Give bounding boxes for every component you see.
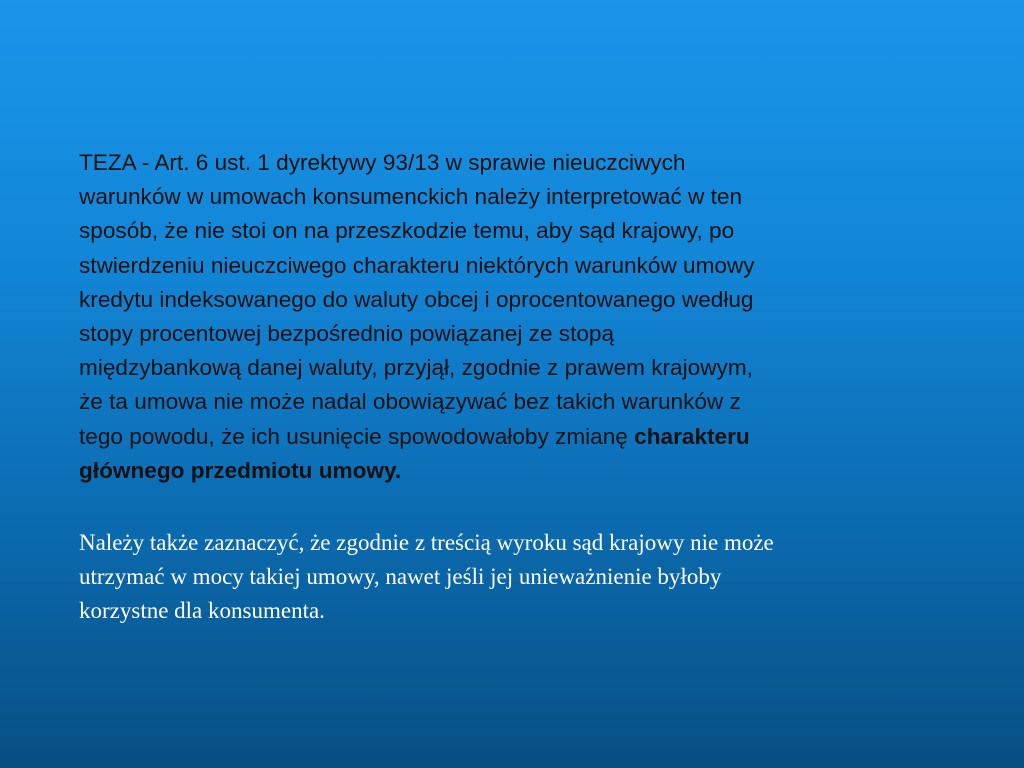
- thesis-line-7: międzybankową danej waluty, przyjął, zgodnie z prawem krajowym,: [79, 355, 753, 381]
- thesis-paragraph: [79, 146, 959, 488]
- thesis-line-10-emphasis: głównego przedmiotu umowy.: [79, 457, 402, 483]
- thesis-line-1: TEZA - Art. 6 ust. 1 dyrektywy 93/13 w sprawie nieuczciwych: [79, 150, 686, 175]
- note-line-2: utrzymać w mocy takiej umowy, nawet jeśli jej unieważnienie byłoby: [79, 564, 722, 589]
- thesis-line-9-text: tego powodu, że ich usunięcie spowodowałoby zmianę: [79, 423, 635, 449]
- thesis-line-9: [79, 420, 959, 454]
- thesis-line-3: sposób, że nie stoi on na przeszkodzie temu, aby sąd krajowy, po: [79, 218, 735, 244]
- thesis-line-5: kredytu indeksowanego do waluty obcej i oprocentowanego według: [79, 286, 754, 312]
- note-line-3: korzystne dla konsumenta.: [79, 598, 325, 623]
- thesis-line-8: że ta umowa nie może nadal obowiązywać bez takich warunków z: [79, 389, 741, 415]
- thesis-line-9-emphasis: charakteru: [634, 423, 750, 449]
- note-line-1: Należy także zaznaczyć, że zgodnie z treścią wyroku sąd krajowy nie może: [79, 530, 774, 555]
- thesis-line-2: warunków w umowach konsumenckich należy interpretować w ten: [79, 184, 743, 210]
- note-paragraph: [79, 526, 979, 628]
- thesis-line-6: stopy procentowej bezpośrednio powiązanej ze stopą: [79, 321, 615, 347]
- thesis-line-4: stwierdzeniu nieuczciwego charakteru niektórych warunków umowy: [79, 252, 755, 278]
